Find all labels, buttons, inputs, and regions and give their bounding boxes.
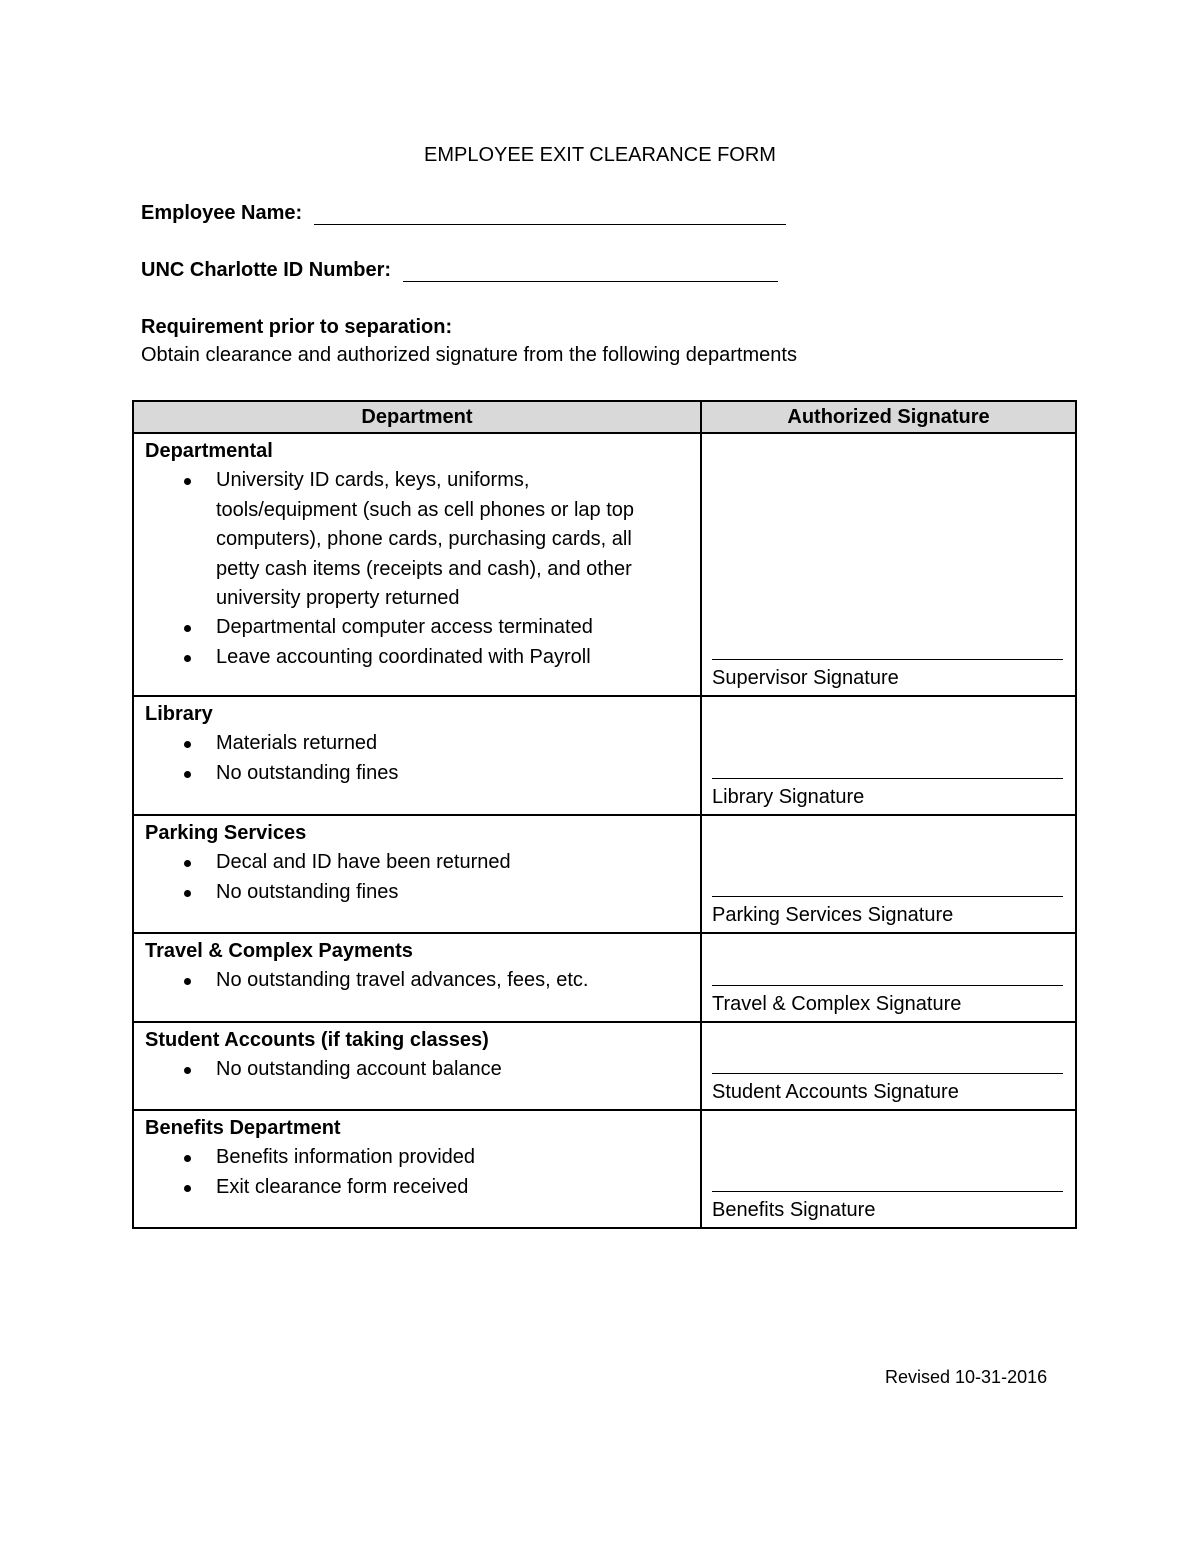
signature-line <box>712 896 1063 897</box>
signature-label: Travel & Complex Signature <box>712 993 962 1015</box>
signature-line <box>712 1073 1063 1074</box>
department-cell <box>133 933 701 1022</box>
list-item: Materials returned <box>145 729 690 758</box>
id-number-field <box>141 259 778 282</box>
list-item: Exit clearance form received <box>145 1173 690 1202</box>
table-row <box>133 933 1076 1022</box>
department-cell <box>133 1110 701 1228</box>
list-item: Benefits information provided <box>145 1143 690 1172</box>
requirement-list <box>145 848 690 907</box>
department-cell <box>133 1022 701 1110</box>
requirement-list <box>145 966 690 995</box>
list-item: Departmental computer access terminated <box>145 613 690 642</box>
requirement-list <box>145 1055 690 1084</box>
list-item: No outstanding fines <box>145 878 690 907</box>
department-name: Parking Services <box>145 822 307 844</box>
id-number-label: UNC Charlotte ID Number: <box>141 259 392 281</box>
requirement-list <box>145 1143 690 1202</box>
department-cell <box>133 815 701 933</box>
signature-label: Parking Services Signature <box>712 904 954 926</box>
department-name: Library <box>145 703 213 725</box>
department-name: Student Accounts (if taking classes) <box>145 1029 489 1051</box>
list-item: Leave accounting coordinated with Payroll <box>145 643 690 672</box>
table-header-row <box>133 401 1076 433</box>
department-cell <box>133 696 701 815</box>
signature-line <box>712 1191 1063 1192</box>
signature-label: Benefits Signature <box>712 1199 876 1221</box>
signature-line <box>712 778 1063 779</box>
table-row <box>133 696 1076 815</box>
table-row <box>133 1022 1076 1110</box>
list-item: University ID cards, keys, uniforms, tools/equipment (such as cell phones or lap top computers), phone cards, purchasing cards, all petty cash items (receipts and cash), and other university property returned <box>145 466 690 613</box>
employee-name-field <box>141 202 786 225</box>
signature-cell <box>701 1022 1076 1110</box>
list-item: Decal and ID have been returned <box>145 848 690 877</box>
signature-line <box>712 985 1063 986</box>
requirement-list <box>145 729 690 788</box>
table-row <box>133 815 1076 933</box>
table-row <box>133 433 1076 696</box>
id-number-line <box>403 261 778 282</box>
signature-cell <box>701 696 1076 815</box>
signature-cell <box>701 815 1076 933</box>
employee-name-line <box>314 204 786 225</box>
form-title: EMPLOYEE EXIT CLEARANCE FORM <box>424 144 776 166</box>
table-row <box>133 1110 1076 1228</box>
employee-name-label: Employee Name: <box>141 202 303 224</box>
list-item: No outstanding travel advances, fees, etc. <box>145 966 690 995</box>
requirement-list <box>145 466 690 672</box>
department-name: Departmental <box>145 440 273 462</box>
signature-line <box>712 659 1063 660</box>
list-item: No outstanding account balance <box>145 1055 690 1084</box>
clearance-table <box>132 400 1077 1229</box>
signature-label: Student Accounts Signature <box>712 1081 959 1103</box>
department-name: Benefits Department <box>145 1117 341 1139</box>
department-cell <box>133 433 701 696</box>
signature-label: Library Signature <box>712 786 865 808</box>
header-authorized-signature: Authorized Signature <box>701 401 1076 433</box>
header-department: Department <box>133 401 701 433</box>
signature-cell <box>701 1110 1076 1228</box>
revised-date: Revised 10-31-2016 <box>885 1367 1048 1387</box>
signature-cell <box>701 433 1076 696</box>
department-name: Travel & Complex Payments <box>145 940 413 962</box>
signature-cell <box>701 933 1076 1022</box>
requirement-text: Obtain clearance and authorized signature from the following departments <box>141 344 797 366</box>
list-item: No outstanding fines <box>145 759 690 788</box>
signature-label: Supervisor Signature <box>712 667 899 689</box>
requirement-heading: Requirement prior to separation: <box>141 316 453 338</box>
